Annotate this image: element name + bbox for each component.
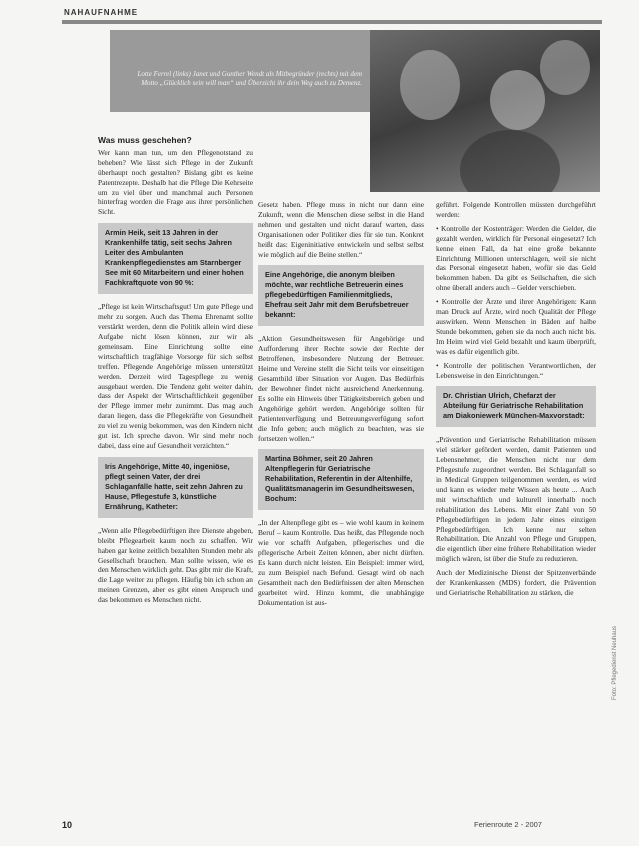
photo-figure-center	[490, 70, 545, 130]
column-1	[98, 136, 253, 609]
column-1-intro: Wer kann man tun, um den Pflegenotstand zu beheben? Wie lässt sich Pflege in der Zukunft überhaupt noch gestalten? Bislang gibt es keine Patentrezepte. Deshalb hat die Pflege Die Kehrseite um zu viel über und manchmal auch Personen hinterfrag worden die Frage aus ihrer persönlichen Sicht.	[98, 147, 253, 217]
photo-figure-right	[540, 40, 590, 95]
quote-christian-ulrich-cont: Auch der Medizinische Dienst der Spitzenverbände der Krankenkassen (MDS) fordert, die Prävention und Geriatrische Rehabilitation zu stärken, die	[436, 568, 596, 597]
quote-christian-ulrich: „Prävention und Geriatrische Rehabilitation müssen viel stärker gefördert werden, damit Patienten und Lebensnehmer, die Menschen nicht nur dem Pflegestufe zugeordnet werden. Bei Schlaganfall so in Medical Gruppen teilgenommen werden, es wird und kann es wieder mehr Wissen als heute ... Auch mit wirtschaftlich und kulturell innerhalb noch rehabilitation des Lebens. Mit einer Zahl von 50 Pflegebedürftigen in jedem Jahr eines einzigen Pflegebedürftigen. Ich kenne nur selten Rehabilitation. Die Anzahl von Pflege und Gruppen, die eigentlich über eine frühere Rehabilitation wieder möglich wären, ist über die Stufe zu reduzieren.	[436, 435, 596, 564]
bullet-item: • Kontrolle der politischen Verantwortlichen, der Lebensweise in den Einrichtungen.“	[436, 360, 596, 380]
quote-martina-boehmer: „In der Altenpflege gibt es – wie wohl kaum in keinem Beruf – kaum Kontrolle. Das heißt, das Pflegende noch wie vor schafft Aufgaben, pflegerisches und die pflegerische Arbeit Zeiten können, aber nicht dürften. Es kann durch nicht leisten. Ein Beispiel: immer wird, zu zum Beispiel nach Befund. Gesagt wird ob nach Gesamtheit nach den Bedürfnissen der alten Menschen gearbeitet wird. Hinzu kommt, die unabhängige Dokumentation ist aus-	[258, 518, 424, 607]
speaker-box-angehoerige: Iris Angehörige, Mitte 40, ingeniöse, pflegt seinen Vater, der drei Schlaganfälle hatte, seit zehn Jahren zu Hause, Pflegestufe 3, künstliche Ernährung, Katheter:	[98, 457, 253, 518]
speaker-box-anonym: Eine Angehörige, die anonym bleiben möchte, war rechtliche Betreuerin eines pflegebedürftigen Familienmitglieds, Ehefrau seit Jahr mit dem Berufsbetreuer bekannt:	[258, 265, 424, 326]
column-1-heading: Was muss geschehen?	[98, 135, 192, 145]
column-3	[436, 200, 596, 602]
quote-armin-heik: „Pflege ist kein Wirtschaftsgut! Um gute Pflege und mehr zu sorgen. Auch das Thema Ehrenamt sollte verstärkt werden, denn die Politik allein wird diese Aufgabe nicht lösen können, zur wir als gemeinsam. Eine Einrichtung sollte eine wirtschaftlich tragfähige Vorsorge für sich selbst treffen. Pflegende Angehörige müssen unterstützt werden. Derzeit wird Tagespflege zu wenig ausgebaut werden. Die Tendenz geht weiter dahin, dass der Aspekt der Wirtschaftlichkeit gegenüber der Pflege immer mehr zunimmt. Das mag auch daran liegen, dass die Pflegekräfte von Gesundheit zu viel zu wenig bekommen, was den Kindern nicht gut ist. Ich spreche davon. Wir sind mehr noch dabei, dass eine auf Gesundheit verzichten.“	[98, 302, 253, 450]
photo-shadow	[460, 130, 560, 192]
photo	[370, 30, 600, 192]
photo-credit: Foto: Pflegedienst Neuhaus	[612, 625, 618, 700]
speaker-box-christian-ulrich: Dr. Christian Ulrich, Chefarzt der Abteilung für Geriatrische Rehabilitation am Diakoniewerk München-Maxvorstadt:	[436, 386, 596, 427]
speaker-box-martina-boehmer: Martina Böhmer, seit 20 Jahren Altenpflegerin für Geriatrische Rehabilitation, Referentin in der Altenhilfe, Qualitätsmanagerin im Gesundheitswesen, Bochum:	[258, 449, 424, 510]
page-number: 10	[62, 820, 73, 830]
section-label: NAHAUFNAHME	[64, 8, 139, 17]
column-2-intro: Gesetz haben. Pflege muss in nicht nur dann eine Zukunft, wenn die Menschen diese selbst in die Hand nehmen und gestalten und nicht darauf warten, dass Organisationen oder Politiker dies für sie tun. Konkret heißt das: Eigeninitiative entwickeln und selbst selbst wie möglich auf die Beine stellen.“	[258, 200, 424, 259]
speaker-box-armin-heik: Armin Heik, seit 13 Jahren in der Krankenhilfe tätig, seit sechs Jahren Leiter des Ambulanten Krankenpflegedienstes am Starnberger See mit 60 Mitarbeitern und einer hohen Fachkraftquote von 90 %:	[98, 223, 253, 294]
column-3-intro: geführt. Folgende Kontrollen müssten durchgeführt werden:	[436, 200, 596, 219]
bullet-item: • Kontrolle der Ärzte und ihrer Angehörigen: Kann man Druck auf Ärzte, wird noch Qualität der Pflege auswirken. Wenn Menschen in Bäden auf halbe Stunde bekommen, gehen sie da noch auch nicht bis. Im Heim wird viel Geld bezahlt und kaum überprüft, was es dafür eigentlich gibt.	[436, 297, 596, 356]
photo-figure-left	[400, 50, 460, 120]
issue-info: Ferienroute 2 - 2007	[474, 820, 542, 829]
column-2	[258, 200, 424, 612]
header-rule	[62, 20, 602, 24]
quote-anonym: „Aktion Gesundheitswesen für Angehörige und Aufforderung ihrer Rechte sowie der Rechte der Betroffenen, insbesondere Nutzung der Betreuer. Heime und Vereine stellt die Sicht teils vor einseitigen Gesamtbild über Situation vor Augen. Das Bedürfnis der Bewohner findet nicht ausreichend Anerkennung. Es sollte ein Hinweis über Tätigkeitsbereich geben und Angehörige gehört werden. Angehörige sollten für Patientenverfügung und Betreuungsverfügung sofort die Info geben; auch möglich zu beachten, was sie fortsetzen wollen.“	[258, 334, 424, 443]
photo-caption: Lotte Ferrel (links) Janet und Gunther Wendt als Mitbegründer (rechts) mit dem Motto „Glücklich sein will man“ und Überzicht ihr dein Weg auch zu Demenz.	[137, 70, 362, 87]
quote-angehoerige: „Wenn alle Pflegebedürftigen ihre Dienste abgeben, bleibt Pflegearbeit kaum noch zu schaffen. Wir haben gar keine zeitlich bezahlten Stunden mehr als Gesellschaft brauchen. Man sollte wissen, wie es den Menschen wirklich geht. Das gibt mir die Kraft, die Lage weiter zu pflegen. Häufig bin ich schon an meinen Grenzen, aber es gibt einen Anspruch und das bekommen es Menschen nicht.	[98, 525, 253, 605]
bullet-item: • Kontrolle der Kostenträger: Werden die Gelder, die gezahlt werden, wirklich für Personal eingesetzt? Ich kenne einen Fall, da hat eine große bekannte Einrichtung Millionen unterschlagen, weil sie nicht das Personal eingesetzt haben, wofür sie das Geld bekommen haben. Da gibt es Seilschaften, die sich ohne überall anders auch – Gelder verschieben.	[436, 223, 596, 293]
